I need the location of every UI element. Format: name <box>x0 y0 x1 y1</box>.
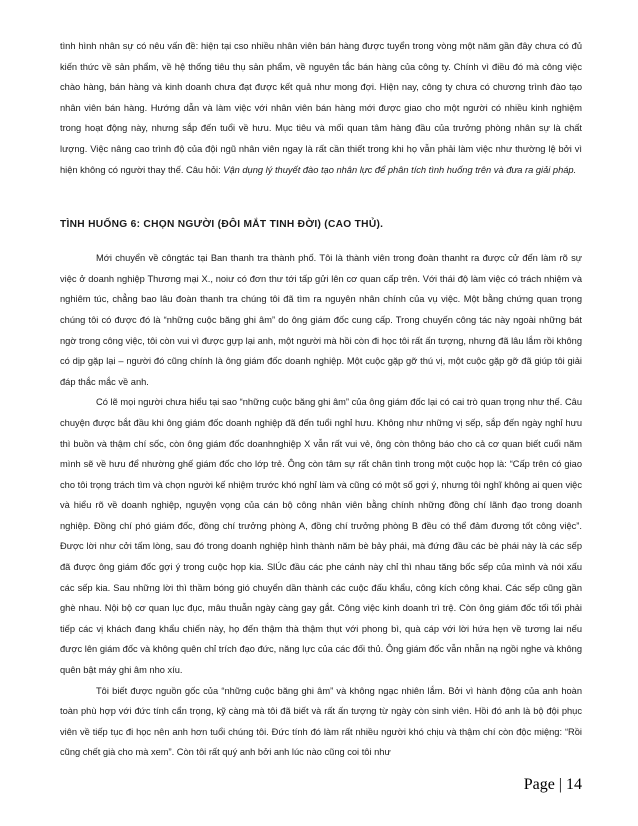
intro-paragraph <box>60 36 582 180</box>
body-paragraph-3: Tôi biết được nguồn gốc của “những cuộc băng ghi âm” và không ngạc nhiên lắm. Bởi vì hành động của anh hoàn toàn phù hợp với đức tính cẩn trọng, kỹ càng mà tôi đã biết và rất ấn tượng từ ngày còn sinh viên. Hồi đó anh là bộ đội phục viên về tiếp tục đi học nên anh hơn tuổi chúng tôi. Đức tính đó làm rất nhiều người khó chịu và thậm chí còn độc miệng: “Rồi cũng chết già cho mà xem”. Còn tôi rất quý anh bởi anh lúc nào cũng coi tôi như <box>60 685 582 758</box>
body-paragraph-2: Có lẽ mọi người chưa hiểu tại sao “những cuộc băng ghi âm” của ông giám đốc lại có cai trò quan trọng như thế. Câu chuyện được bắt đầu khi ông giám đốc doanh nghiệp đã đến tuổi nghỉ hưu. Không như những vị sếp, sắp đến ngày nghỉ hưu thì buồn và thậm chí sốc, còn ông giám đốc doanhnghiệp X vẫn rất vui vẻ, ông còn thông báo cho cả cơ quan biết cuối năm mình sẽ về hưu để nhường ghế giám đốc cho lớp trẻ. Ông còn tâm sự rất chân tình trong một cuộc họp là: “Cấp trên có giao cho tôi trọng trách tìm và chọn người kế nhiệm trước khó nghỉ làm và cũng có một số gợi ý, nhưng tôi nghĩ không ai quen việc và hiểu rõ về doanh nghiệp, nguyện vọng của cán bộ công nhân viên bằng chính những đồng chí lãnh đạo trong doanh nghiệp. Đồng chí phó giám đốc, đồng chí trưởng phòng A, đồng chí trưởng phòng B đều có thể đảm đương tốt công việc”. Được lời như cởi tấm lòng, sau đó trong doanh nghiệp hình thành năm bè bảy phái, mà đứng đầu các bè phái này là các sếp đã được ông giám đốc gợi ý trong cuộc họp kia. SlÚc đầu các phe cánh này chỉ thì nhau tăng bốc sếp của mình và nói xấu các sếp kia. Sau những lời thì thầm bóng gió chuyển dần thành các cuộc đấu khẩu, công kích công khai. Các sếp cũng gần ghè nhau. Nội bộ cơ quan lục đục, mâu thuẫn ngày càng gay gắt. Công việc kinh doanh trì trệ. Còn ông giám đốc tối tối phải tiếp các vị khách đang khẩu chiến này, họ đến thậm thà thậm thụt với phong bì, quà cáp với lời hứa hẹn về tương lai nếu được lên giám đốc và không quên chỉ trích đạo đức, năng lực của các đối thủ. Ông giám đốc vẫn nhẫn nạ ngồi nghe và không quên bật máy ghi âm nho xíu. <box>60 397 582 676</box>
page-body <box>60 36 582 763</box>
question-text: Vận dụng lý thuyết đào tạo nhân lực để phân tích tình huống trên và đưa ra giải pháp. <box>223 164 577 175</box>
question-label: Câu hỏi: <box>186 164 224 175</box>
page-number-footer: Page | 14 <box>523 776 582 793</box>
intro-paragraph-text: tình hình nhân sự có nêu vấn đề: hiện tại cso nhiều nhân viên bán hàng được tuyển trong vòng một năm gần đây chưa có đủ kiến thức về sản phẩm, về hệ thống tiêu thụ sản phẩm, về nguyên tắc bán hàng của công ty. Chính vì điều đó mà công việc chào hàng, bán hàng và kinh doanh chưa đạt được kết quả như mong đợi. Hiện nay, công ty chưa có chương trình đào tạo nhân viên bán hàng. Hướng dẫn và làm việc với nhân viên bán hàng mới được giao cho một người có nhiều kinh nghiệm trong hoạt động này, nhưng sắp đến tuổi về hưu. Mục tiêu và mối quan tâm hàng đầu của trưởng phòng nhân sự là chất lượng. Việc nâng cao trình độ của đội ngũ nhân viên ngay là rất cần thiết trong khi họ vẫn phải làm việc như thường lệ bởi vì hiện không có người thay thế. <box>60 41 582 175</box>
body-paragraph-1: Mới chuyển về côngtác tại Ban thanh tra thành phố. Tôi là thành viên trong đoàn thanht ra được cử đến làm rõ sự việc ở doanh nghiệp Thương mại X., noiư có đơn thư tới tấp gửi lên cơ quan cấp trên. Với thái độ làm việc có trách nhiệm và nghiêm túc, chẳng bao lâu đoàn thanh tra chúng tôi đã tìm ra nguyên nhân chính của vụ việc. Một bằng chứng quan trọng chúng tôi có được đó là “những cuộc băng ghi âm” do ông giám đốc cung cấp. Trong chuyến công tác này ngoài những bát ngờ trong công việc, tôi còn vui vì được gựp lại anh, một người mà hồi còn đi học tôi rất ấn tượng, nhưng đã lâu lắm rồi không có dịp gặp lại – người đó cũng chính là ông giám đốc doanh nghiệp. Một cuộc gặp gỡ thú vị, một cuộc gặp gỡ đã giúp tôi giải đáp thắc mắc về anh. <box>60 253 582 387</box>
section-heading: TÌNH HUỐNG 6: CHỌN NGƯỜI (ĐÔI MẮT TINH ĐỜI) (CAO THỦ). <box>60 219 384 231</box>
